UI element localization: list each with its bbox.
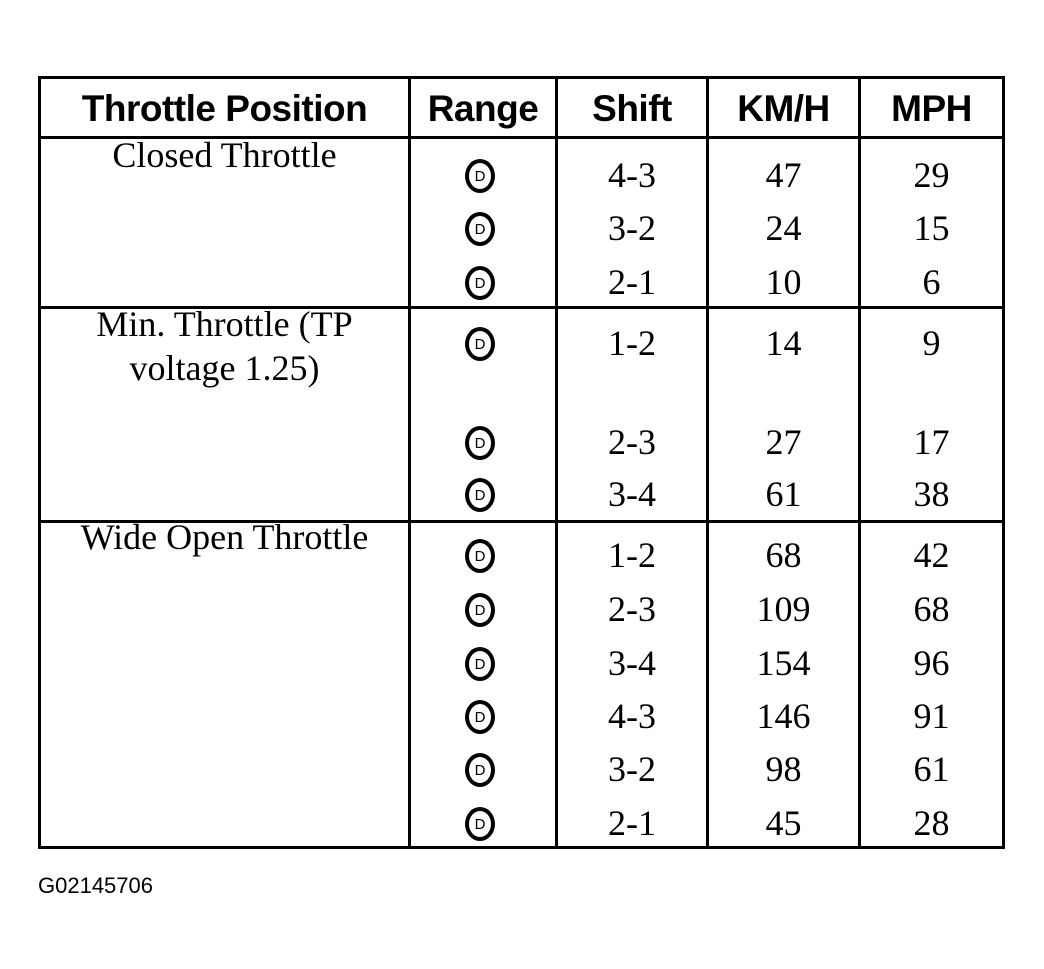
figure-code: G02145706	[38, 873, 153, 898]
mph-cell: 96	[913, 643, 950, 683]
mph-cell: 28	[913, 803, 950, 843]
range-drive-badge: D	[465, 478, 495, 512]
shift-cell: 2-3	[608, 589, 656, 629]
shift-cell: 4-3	[608, 155, 656, 195]
kmh-cell: 14	[765, 323, 802, 363]
header-mph: MPH	[891, 88, 972, 129]
throttle-position-label: Min. Throttle (TP voltage 1.25)	[96, 304, 353, 388]
shift-cell: 3-2	[608, 208, 656, 248]
kmh-cell: 68	[765, 535, 802, 575]
throttle-position-label: Wide Open Throttle	[80, 517, 369, 557]
kmh-cell: 146	[756, 696, 811, 736]
mph-cell: 6	[922, 262, 941, 302]
shift-cell: 2-1	[608, 262, 656, 302]
column-divider	[408, 79, 411, 846]
range-drive-badge: D	[465, 266, 495, 300]
header-kmh: KM/H	[737, 88, 830, 129]
range-drive-badge: D	[465, 539, 495, 573]
shift-cell: 1-2	[608, 535, 656, 575]
range-drive-badge: D	[465, 426, 495, 460]
shift-cell: 2-1	[608, 803, 656, 843]
mph-cell: 38	[913, 474, 950, 514]
shift-cell: 4-3	[608, 696, 656, 736]
header-range: Range	[427, 88, 539, 129]
shift-cell: 3-2	[608, 749, 656, 789]
range-drive-badge: D	[465, 327, 495, 361]
kmh-cell: 47	[765, 155, 802, 195]
mph-cell: 29	[913, 155, 950, 195]
kmh-cell: 154	[756, 643, 811, 683]
kmh-cell: 10	[765, 262, 802, 302]
kmh-cell: 27	[765, 422, 802, 462]
range-drive-badge: D	[465, 647, 495, 681]
kmh-cell: 24	[765, 208, 802, 248]
range-drive-badge: D	[465, 212, 495, 246]
mph-cell: 91	[913, 696, 950, 736]
header-shift: Shift	[592, 88, 672, 129]
shift-cell: 3-4	[608, 643, 656, 683]
mph-cell: 61	[913, 749, 950, 789]
shift-cell: 1-2	[608, 323, 656, 363]
kmh-cell: 45	[765, 803, 802, 843]
range-drive-badge: D	[465, 159, 495, 193]
mph-cell: 9	[922, 323, 941, 363]
shift-speed-table	[38, 76, 1005, 849]
mph-cell: 15	[913, 208, 950, 248]
range-drive-badge: D	[465, 753, 495, 787]
range-drive-badge: D	[465, 807, 495, 841]
header-throttle-position: Throttle Position	[81, 88, 368, 129]
shift-cell: 3-4	[608, 474, 656, 514]
kmh-cell: 61	[765, 474, 802, 514]
range-drive-badge: D	[465, 593, 495, 627]
throttle-position-label: Closed Throttle	[112, 135, 337, 175]
mph-cell: 42	[913, 535, 950, 575]
range-drive-badge: D	[465, 700, 495, 734]
kmh-cell: 109	[756, 589, 811, 629]
shift-cell: 2-3	[608, 422, 656, 462]
mph-cell: 17	[913, 422, 950, 462]
mph-cell: 68	[913, 589, 950, 629]
kmh-cell: 98	[765, 749, 802, 789]
